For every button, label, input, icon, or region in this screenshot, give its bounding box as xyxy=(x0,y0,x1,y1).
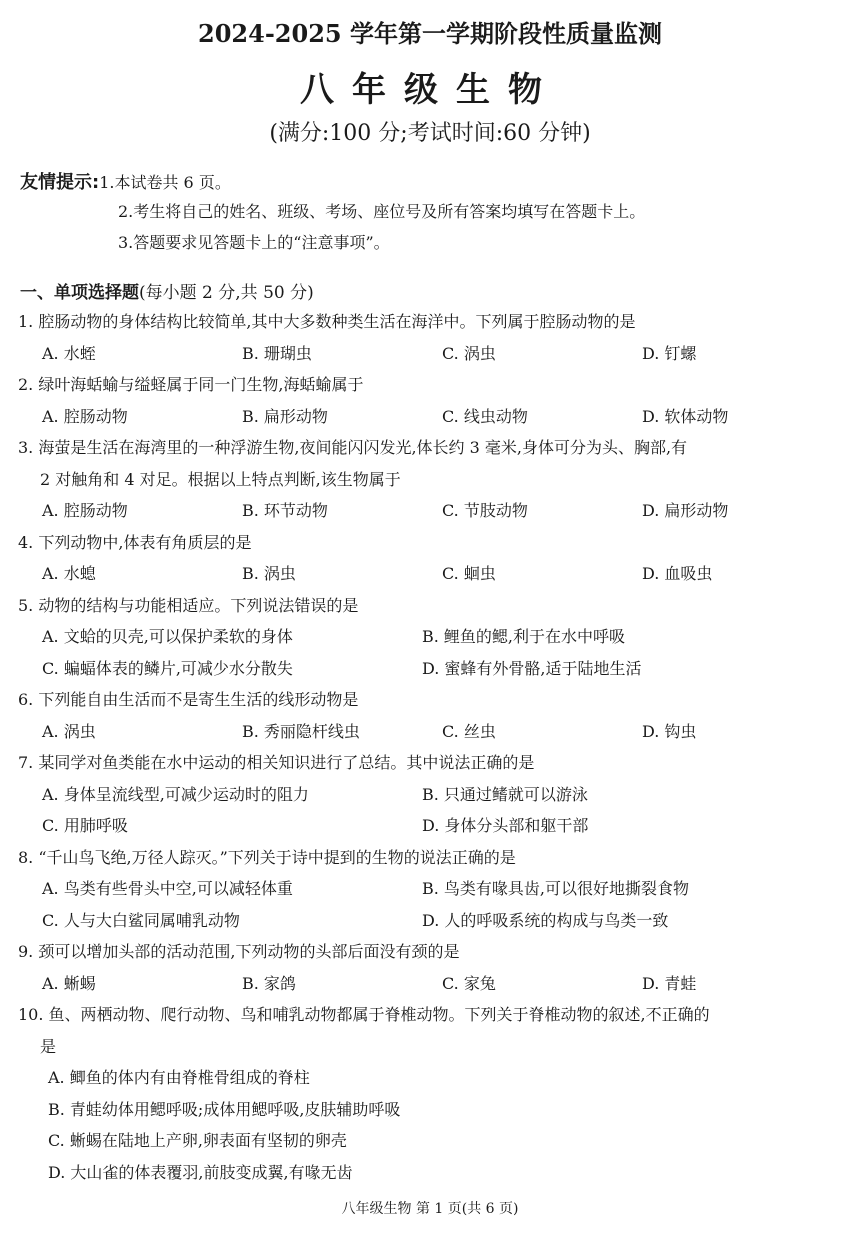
option-row xyxy=(18,716,846,748)
section-note: (每小题 2 分,共 50 分) xyxy=(139,283,314,303)
tips-block xyxy=(20,168,840,261)
option: C. 用肺呼吸 xyxy=(42,816,128,835)
option: A. 身体呈流线型,可减少运动时的阻力 xyxy=(42,784,309,804)
option: A. 水蛭 xyxy=(42,343,96,363)
option: D. 人的呼吸系统的构成与鸟类一致 xyxy=(422,910,669,930)
option: D. 大山雀的体表覆羽,前肢变成翼,有喙无齿 xyxy=(48,1162,353,1182)
option: A. 蜥蜴 xyxy=(42,973,96,993)
question-stem: 1. 腔肠动物的身体结构比较简单,其中大多数种类生活在海洋中。下列属于腔肠动物的是 xyxy=(18,312,636,331)
question-stem: 3. 海萤是生活在海湾里的一种浮游生物,夜间能闪闪发光,体长约 3 毫米,身体可分为头、胸部,有 xyxy=(18,438,688,457)
option: C. 节肢动物 xyxy=(442,501,528,520)
question-stem: 6. 下列能自由生活而不是寄生生活的线形动物是 xyxy=(18,690,359,709)
exam-info: (满分:100 分;考试时间:60 分钟) xyxy=(269,121,591,146)
option: B. 只通过鳍就可以游泳 xyxy=(422,784,588,804)
option: C. 丝虫 xyxy=(442,721,496,741)
question-stem: 10. 鱼、两栖动物、爬行动物、鸟和哺乳动物都属于脊椎动物。下列关于脊椎动物的叙述,不正确的 xyxy=(18,1005,710,1024)
option-row xyxy=(18,873,846,905)
question-stem-continued: 2 对触角和 4 对足。根据以上特点判断,该生物属于 xyxy=(40,469,401,489)
tips-row-1 xyxy=(20,168,840,199)
option: B. 扁形动物 xyxy=(242,406,328,426)
option: B. 环节动物 xyxy=(242,501,328,520)
option: C. 蜥蜴在陆地上产卵,卵表面有坚韧的卵壳 xyxy=(48,1131,347,1150)
option: C. 人与大白鲨同属哺乳动物 xyxy=(42,910,240,930)
option: D. 血吸虫 xyxy=(642,564,713,583)
option: C. 家兔 xyxy=(442,973,496,993)
tips-item: 2.考生将自己的姓名、班级、考场、座位号及所有答案均填写在答题卡上。 xyxy=(118,202,646,221)
option-row xyxy=(18,968,846,1000)
option: C. 线虫动物 xyxy=(442,406,528,426)
question-stem: 5. 动物的结构与功能相适应。下列说法错误的是 xyxy=(18,595,359,615)
option: D. 钉螺 xyxy=(642,343,697,363)
question-stem: 8. “千山鸟飞绝,万径人踪灭。”下列关于诗中提到的生物的说法正确的是 xyxy=(18,847,516,867)
option-row xyxy=(18,905,846,937)
option: D. 软体动物 xyxy=(642,406,729,426)
section-title: 一、单项选择题 xyxy=(20,283,139,303)
option: D. 身体分头部和躯干部 xyxy=(422,816,589,835)
option-row xyxy=(18,401,846,433)
option: A. 腔肠动物 xyxy=(42,406,128,426)
question-stem: 2. 绿叶海蛞蝓与缢蛏属于同一门生物,海蛞蝓属于 xyxy=(18,375,364,394)
option: B. 秀丽隐杆线虫 xyxy=(242,721,360,741)
option-row xyxy=(18,495,846,527)
option: A. 鲫鱼的体内有由脊椎骨组成的脊柱 xyxy=(48,1068,310,1087)
subject-title: 八年级生物 xyxy=(300,70,560,110)
option-row xyxy=(18,338,846,370)
question-stem: 9. 颈可以增加头部的活动范围,下列动物的头部后面没有颈的是 xyxy=(18,942,460,961)
option-row xyxy=(18,558,846,590)
option: B. 珊瑚虫 xyxy=(242,343,312,363)
question-stem-continued: 是 xyxy=(40,1036,57,1056)
option: B. 青蛙幼体用鳃呼吸;成体用鳃呼吸,皮肤辅助呼吸 xyxy=(48,1099,401,1119)
option: C. 涡虫 xyxy=(442,343,496,363)
tips-item: 3.答题要求见答题卡上的“注意事项”。 xyxy=(118,233,390,252)
option-row xyxy=(18,810,846,842)
tips-item: 1.本试卷共 6 页。 xyxy=(99,173,231,192)
option: D. 蜜蜂有外骨骼,适于陆地生活 xyxy=(422,658,642,678)
option: B. 鲤鱼的鳃,利于在水中呼吸 xyxy=(422,627,626,646)
option: A. 腔肠动物 xyxy=(42,501,128,520)
tips-row-2 xyxy=(20,199,840,230)
option-row xyxy=(18,621,846,653)
option: D. 钩虫 xyxy=(642,721,697,741)
tips-row-3 xyxy=(20,230,840,261)
exam-heading: 2024-2025 学年第一学期阶段性质量监测 xyxy=(198,19,662,48)
tips-label: 友情提示: xyxy=(20,172,100,193)
option: B. 鸟类有喙具齿,可以很好地撕裂食物 xyxy=(422,879,690,898)
option: C. 蝙蝠体表的鳞片,可减少水分散失 xyxy=(42,658,293,678)
option: B. 家鸽 xyxy=(242,973,296,993)
option: A. 鸟类有些骨头中空,可以减轻体重 xyxy=(42,879,293,898)
question-list xyxy=(18,306,846,1188)
option: C. 蛔虫 xyxy=(442,564,496,583)
option: A. 文蛤的贝壳,可以保护柔软的身体 xyxy=(42,627,293,646)
option-row xyxy=(18,779,846,811)
question-stem: 4. 下列动物中,体表有角质层的是 xyxy=(18,532,252,552)
page-footer: 八年级生物 第 1 页(共 6 页) xyxy=(341,1201,519,1217)
question-stem: 7. 某同学对鱼类能在水中运动的相关知识进行了总结。其中说法正确的是 xyxy=(18,753,535,772)
option: A. 水螅 xyxy=(42,564,96,583)
option-row xyxy=(18,653,846,685)
option: D. 扁形动物 xyxy=(642,501,729,520)
option: B. 涡虫 xyxy=(242,564,296,583)
section-heading xyxy=(20,278,314,303)
option: A. 涡虫 xyxy=(42,721,96,741)
option: D. 青蛙 xyxy=(642,973,697,993)
